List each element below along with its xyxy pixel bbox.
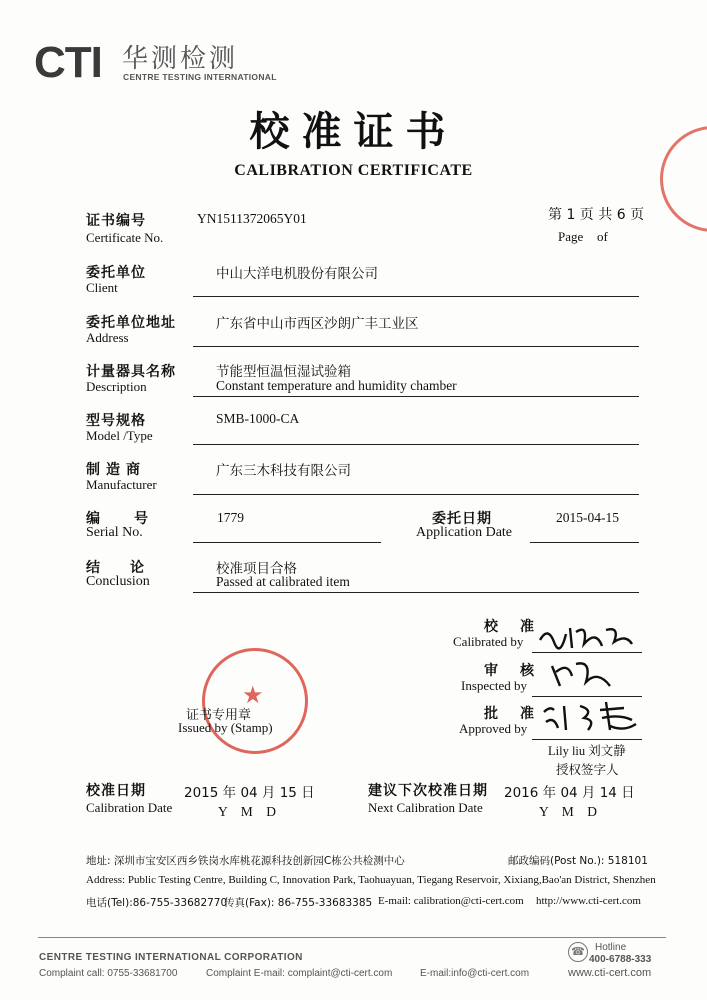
bottom-web: www.cti-cert.com (568, 967, 652, 979)
cti-logo (34, 38, 102, 88)
inspected-label-en: Inspected by (461, 678, 528, 693)
approved-underline (532, 739, 642, 740)
client-label-en: Client (86, 280, 118, 295)
signer-title: 授权签字人 (556, 762, 619, 777)
next-calibration-date-label-zh: 建议下次校准日期 (368, 783, 488, 799)
certificate-no-value: YN1511372065Y01 (197, 211, 307, 226)
footer-fax: 传真(Fax): 86-755-33683385 (224, 897, 373, 909)
logo-cn-name: 华测检测 (122, 44, 239, 74)
model-label-en: Model /Type (86, 428, 153, 443)
next-calibration-date-value: 2016 年 04 月 14 日 (504, 785, 635, 801)
approved-label-en: Approved by (459, 721, 528, 736)
manufacturer-value: 广东三木科技有限公司 (216, 463, 351, 479)
approved-signature (540, 696, 640, 740)
logo-mark: CTI (34, 38, 102, 87)
stamp-star-icon: ★ (242, 681, 264, 709)
footer-postcode: 邮政编码(Post No.): 518101 (508, 855, 648, 867)
description-label-zh: 计量器具名称 (86, 364, 176, 380)
calibrated-label-zh: 校 准 (484, 619, 538, 635)
inspected-label-zh: 审 核 (484, 663, 538, 679)
footer-address-zh: 地址: 深圳市宝安区西乡铁岗水库桃花源科技创新园C栋公共检测中心 (86, 855, 405, 867)
hotline-number: 400-6788-333 (589, 954, 652, 965)
client-underline (193, 296, 639, 297)
model-label-zh: 型号规格 (86, 413, 146, 429)
logo-en-name: CENTRE TESTING INTERNATIONAL (123, 72, 277, 82)
stamp-label-zh: 证书专用章 (186, 708, 252, 723)
hotline-label: Hotline (595, 942, 627, 953)
address-underline (193, 346, 639, 347)
calibrated-label-en: Calibrated by (453, 634, 524, 649)
page-info-en-page: Page (558, 229, 584, 244)
approved-label-zh: 批 准 (484, 706, 538, 722)
address-label-en: Address (86, 330, 129, 345)
calibration-date-ymd: Y M D (218, 804, 277, 819)
conclusion-value-zh: 校准项目合格 (216, 561, 297, 577)
serial-value: 1779 (217, 510, 244, 525)
certificate-no-label-en: Certificate No. (86, 230, 164, 245)
bottom-complaint-call: Complaint call: 0755-33681700 (39, 968, 178, 979)
bottom-complaint-email: Complaint E-mail: complaint@cti-cert.com (206, 968, 393, 979)
footer-address-en: Address: Public Testing Centre, Building C, Innovation Park, Taohuayuan, Tiegang Reservoir, Xixiang,Bao'an District, Shenzhen (86, 874, 656, 886)
client-value: 中山大洋电机股份有限公司 (216, 266, 378, 282)
bottom-bar-divider (38, 937, 666, 938)
footer-tel: 电话(Tel):86-755-33682770 (86, 897, 228, 909)
address-value: 广东省中山市西区沙朗广丰工业区 (216, 316, 419, 332)
page-info-zh: 第 1 页 共 6 页 (548, 207, 645, 223)
certificate-no-label-zh: 证书编号 (86, 213, 146, 229)
application-date-value: 2015-04-15 (556, 510, 619, 525)
client-label-zh: 委托单位 (86, 265, 146, 281)
serial-underline (193, 542, 381, 543)
title-en: CALIBRATION CERTIFICATE (234, 162, 473, 179)
address-label-zh: 委托单位地址 (86, 315, 176, 331)
footer-web: http://www.cti-cert.com (536, 895, 641, 907)
hotline-phone-icon: ☎ (568, 942, 588, 962)
description-value-en: Constant temperature and humidity chamber (216, 378, 457, 393)
description-label-en: Description (86, 379, 147, 394)
stamp-label-en: Issued by (Stamp) (178, 720, 273, 735)
calibration-date-label-en: Calibration Date (86, 800, 173, 815)
serial-label-zh: 编 号 (86, 511, 158, 527)
model-value: SMB-1000-CA (216, 411, 300, 426)
manufacturer-label-en: Manufacturer (86, 477, 157, 492)
bottom-email: E-mail:info@cti-cert.com (420, 968, 530, 979)
conclusion-label-zh: 结 论 (86, 560, 152, 576)
calibration-date-value: 2015 年 04 月 15 日 (184, 785, 315, 801)
bottom-company: CENTRE TESTING INTERNATIONAL CORPORATION (39, 952, 303, 963)
description-underline (193, 396, 639, 397)
conclusion-underline (193, 592, 639, 593)
conclusion-value-en: Passed at calibrated item (216, 574, 350, 589)
footer-email: E-mail: calibration@cti-cert.com (378, 895, 524, 907)
page-info-en-of: of (597, 229, 608, 244)
title-zh: 校准证书 (249, 109, 458, 155)
description-value-zh: 节能型恒温恒湿试验箱 (216, 364, 351, 380)
manufacturer-label-zh: 制造商 (86, 462, 146, 478)
next-calibration-date-label-en: Next Calibration Date (368, 800, 483, 815)
serial-label-en: Serial No. (86, 525, 143, 540)
calibrated-underline (532, 652, 642, 653)
conclusion-label-en: Conclusion (86, 574, 150, 589)
signer-name: Lily liu 刘文静 (548, 744, 626, 758)
model-underline (193, 444, 639, 445)
next-calibration-date-ymd: Y M D (539, 804, 598, 819)
application-date-underline (530, 542, 639, 543)
application-date-label-zh: 委托日期 (432, 511, 492, 527)
inspected-signature (548, 656, 618, 696)
manufacturer-underline (193, 494, 639, 495)
official-stamp (202, 648, 308, 754)
calibration-date-label-zh: 校准日期 (86, 783, 146, 799)
application-date-label-en: Application Date (416, 525, 513, 540)
